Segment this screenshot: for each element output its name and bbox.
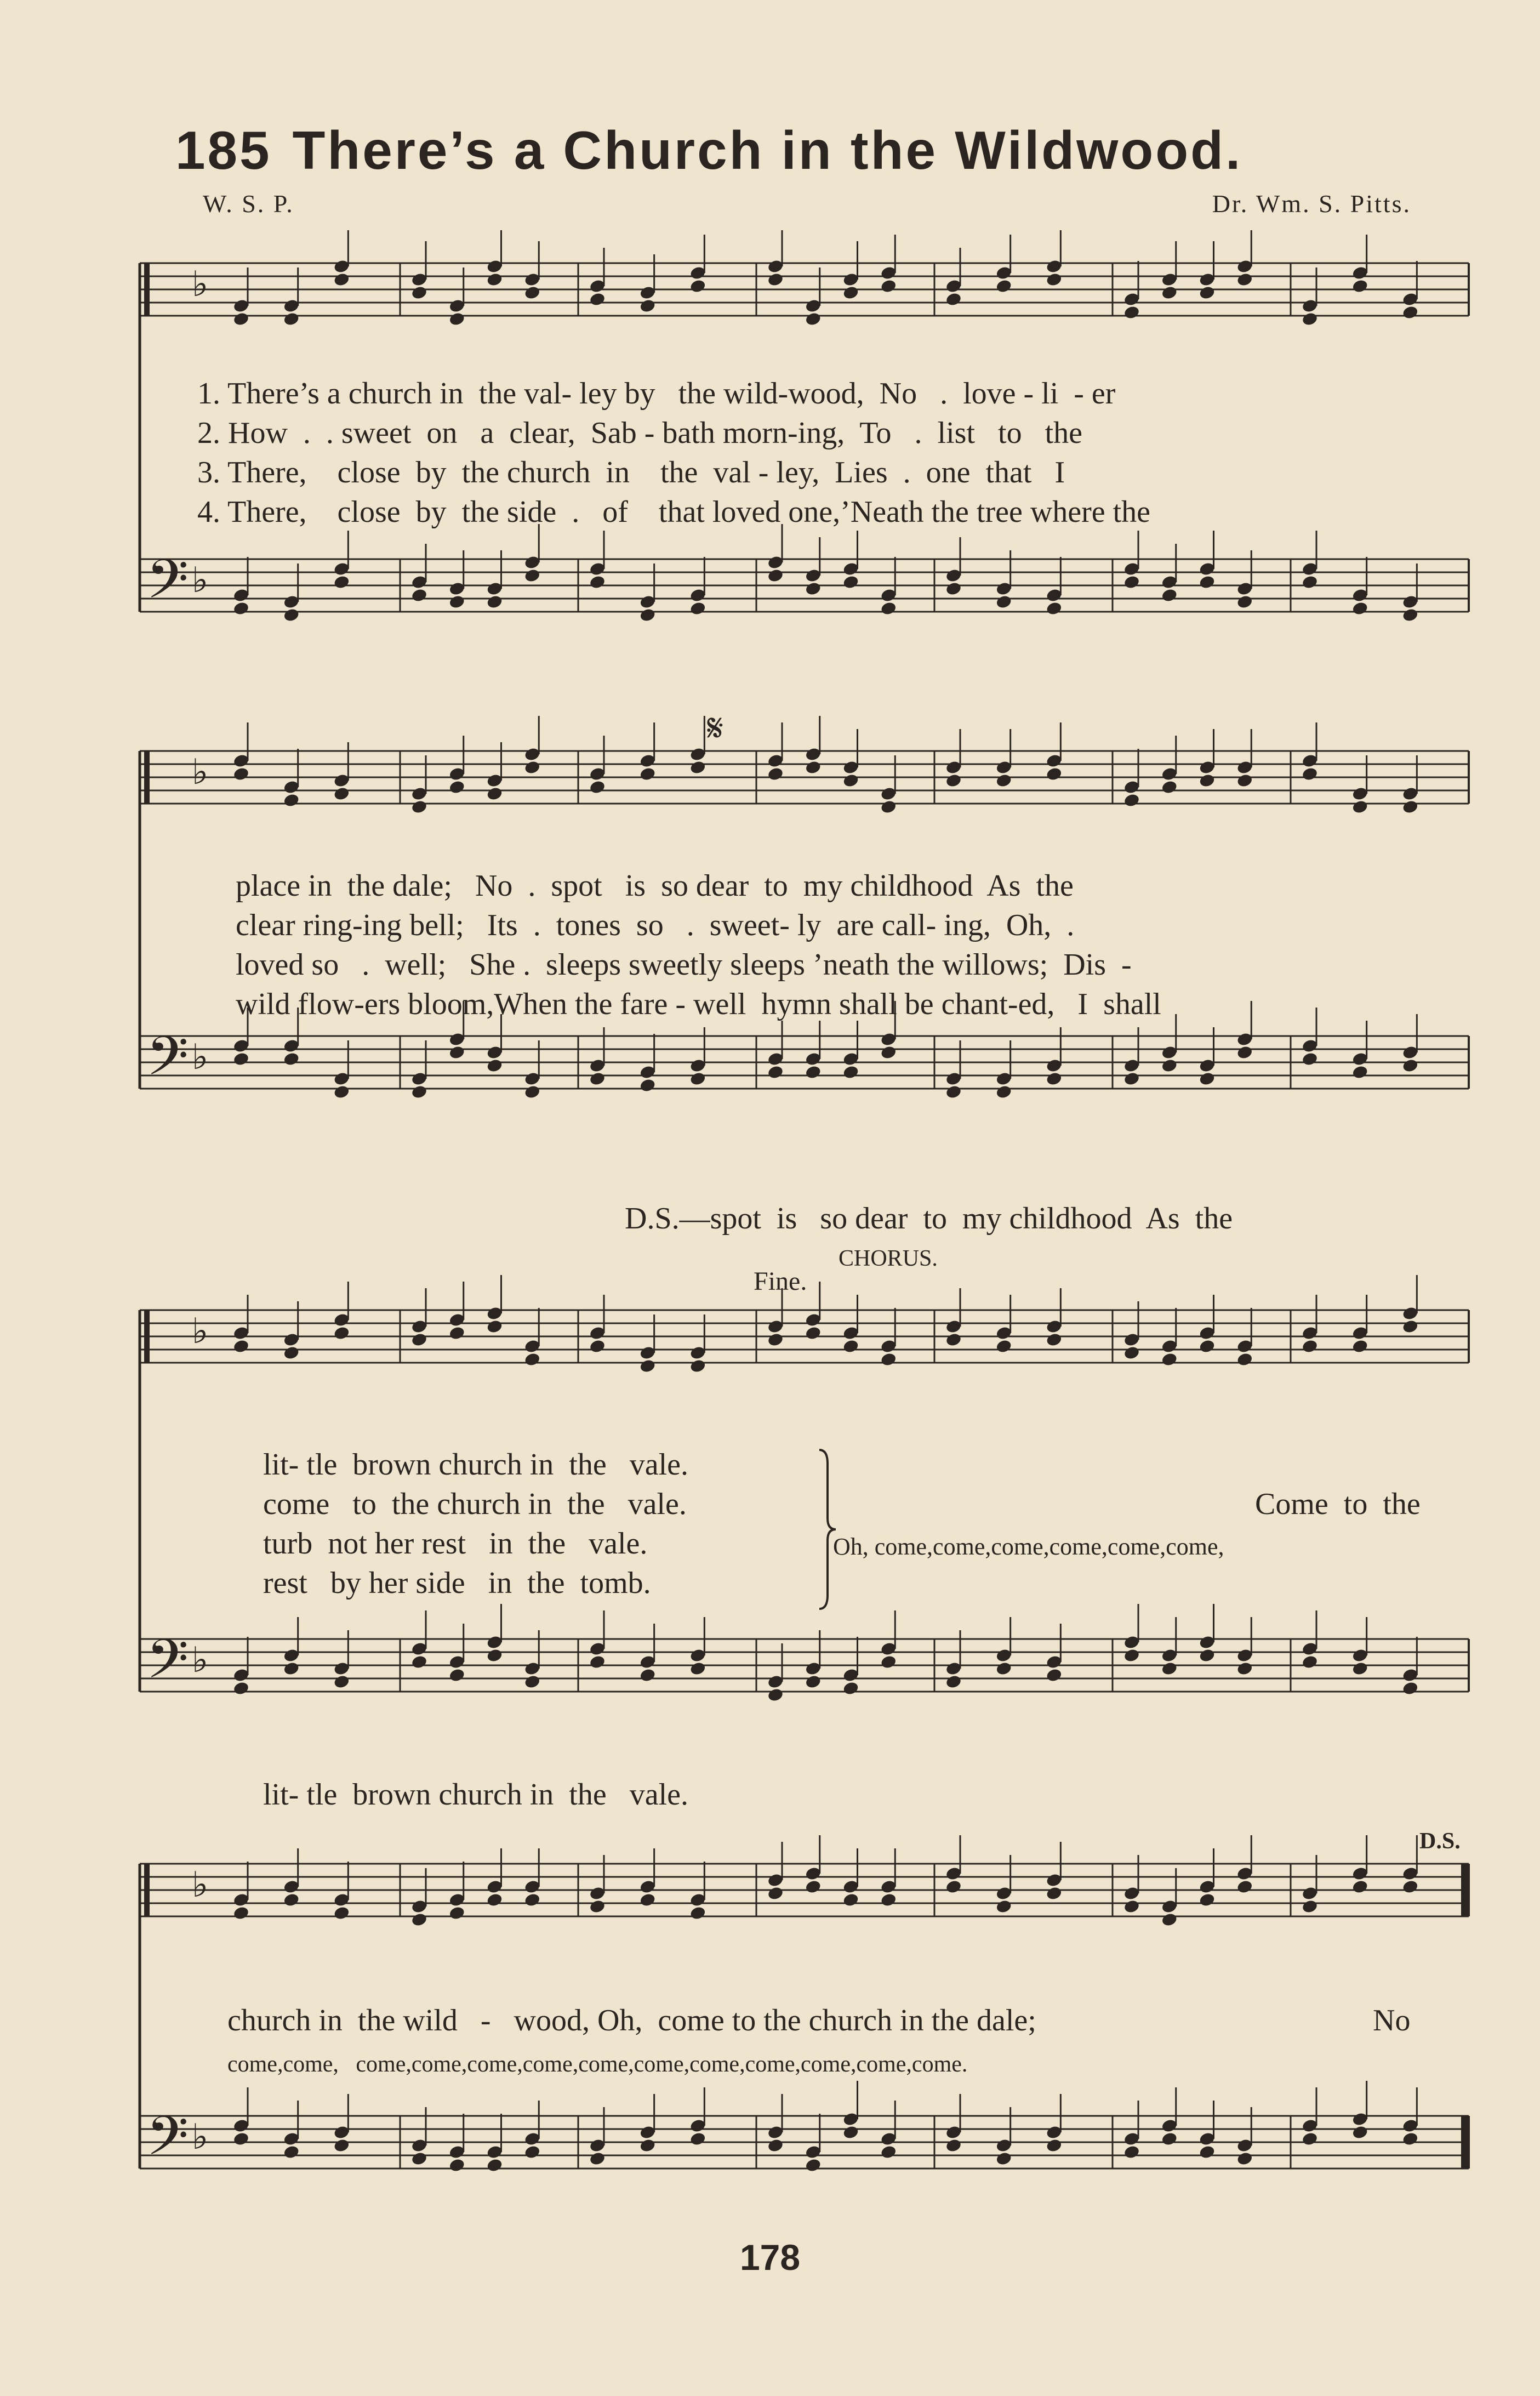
- ds-line: D.S.—spot is so dear to my childhood As the: [625, 1202, 1233, 1236]
- note-head: [1301, 766, 1318, 782]
- note-head: [333, 1674, 350, 1689]
- music-system-3: [0, 1244, 1540, 1812]
- ds-marker: D.S.: [1419, 1829, 1461, 1854]
- note-head: [842, 2125, 859, 2140]
- note-head: [1351, 278, 1368, 294]
- note-head: [1236, 594, 1253, 610]
- brace-mark: [144, 751, 150, 804]
- note-head: [524, 1084, 541, 1100]
- note-head: [689, 1358, 706, 1374]
- note-head: [1123, 1071, 1140, 1086]
- note-head: [333, 2138, 350, 2153]
- note-head: [1123, 1345, 1140, 1361]
- note-head: [589, 1654, 606, 1670]
- note-head: [842, 773, 859, 788]
- note-head: [1351, 601, 1368, 616]
- note-head: [639, 1892, 656, 1908]
- hymn-title-text: There’s a Church in the Wildwood.: [292, 120, 1243, 180]
- note-head: [1046, 1071, 1063, 1086]
- note-head: [1351, 1339, 1368, 1354]
- note-head: [1199, 773, 1216, 788]
- note-head: [805, 1879, 822, 1894]
- note-head: [1402, 1058, 1419, 1073]
- note-head: [1046, 766, 1063, 782]
- note-head: [945, 1674, 962, 1689]
- note-head: [410, 2151, 427, 2166]
- note-head: [1402, 1319, 1419, 1334]
- note-head: [945, 773, 962, 788]
- note-head: [1161, 1058, 1178, 1073]
- note-head: [1123, 793, 1140, 808]
- note-head: [283, 1661, 300, 1676]
- flat-sign: ♭: [192, 752, 209, 793]
- note-head: [1199, 1648, 1216, 1663]
- note-head: [283, 793, 300, 808]
- note-head: [880, 799, 897, 815]
- note-head: [1236, 1879, 1253, 1894]
- verse-1-line: place in the dale; No . spot is so dear to my childhood As the: [236, 869, 1074, 903]
- note-head: [767, 1687, 784, 1703]
- page-number: 178: [739, 2237, 801, 2278]
- note-head: [767, 568, 784, 583]
- bass-clef: 𝄢: [146, 548, 189, 624]
- bass-clef: 𝄢: [146, 1025, 189, 1101]
- note-head: [589, 1071, 606, 1086]
- note-head: [689, 2131, 706, 2147]
- note-head: [805, 581, 822, 596]
- note-head: [448, 1667, 465, 1683]
- note-head: [639, 1667, 656, 1683]
- note-head: [639, 607, 656, 623]
- lyricist-credit: W. S. P.: [203, 190, 294, 218]
- note-head: [410, 588, 427, 603]
- note-head: [880, 1352, 897, 1367]
- note-head: [767, 1065, 784, 1080]
- note-head: [1402, 2131, 1419, 2147]
- note-head: [283, 1345, 300, 1361]
- note-head: [1161, 588, 1178, 603]
- note-head: [995, 1084, 1012, 1100]
- note-head: [1123, 574, 1140, 590]
- note-head: [1199, 574, 1216, 590]
- note-head: [805, 1065, 822, 1080]
- note-head: [486, 2158, 503, 2173]
- brace-mark: [144, 1864, 150, 1916]
- note-head: [1402, 1681, 1419, 1696]
- note-head: [1236, 1045, 1253, 1060]
- note-head: [689, 1905, 706, 1921]
- note-head: [232, 1339, 249, 1354]
- note-head: [945, 1879, 962, 1894]
- note-head: [842, 285, 859, 300]
- note-head: [333, 1905, 350, 1921]
- note-head: [333, 1325, 350, 1341]
- note-head: [283, 311, 300, 327]
- note-head: [1402, 1879, 1419, 1894]
- bass-clef: 𝄢: [146, 2105, 189, 2181]
- note-head: [880, 601, 897, 616]
- note-head: [448, 1325, 465, 1341]
- note-head: [689, 1661, 706, 1676]
- note-head: [524, 1352, 541, 1367]
- note-head: [805, 1674, 822, 1689]
- note-head: [842, 1681, 859, 1696]
- note-head: [486, 1648, 503, 1663]
- note-head: [448, 1905, 465, 1921]
- note-head: [410, 285, 427, 300]
- note-head: [1199, 285, 1216, 300]
- note-head: [1301, 1654, 1318, 1670]
- note-head: [1161, 1912, 1178, 1927]
- note-head: [1301, 1899, 1318, 1914]
- note-head: [1236, 1352, 1253, 1367]
- brace-mark: [144, 1310, 150, 1363]
- note-head: [448, 2158, 465, 2173]
- note-head: [1199, 1071, 1216, 1086]
- note-head: [448, 779, 465, 795]
- flat-sign: ♭: [192, 264, 209, 305]
- verse-1-line: 1. There’s a church in the val- ley by the wild-wood, No . love - li - er: [197, 377, 1116, 411]
- music-system-1: [0, 230, 1540, 685]
- verse-bracket: [817, 1447, 839, 1612]
- note-head: [232, 1051, 249, 1067]
- note-head: [1046, 1332, 1063, 1347]
- note-head: [1301, 311, 1318, 327]
- note-head: [589, 1339, 606, 1354]
- note-head: [1236, 2151, 1253, 2166]
- note-head: [283, 1892, 300, 1908]
- verse-2-line: 2. How . . sweet on a clear, Sab - bath morn-ing, To . list to the: [197, 416, 1082, 450]
- note-head: [880, 1654, 897, 1670]
- note-head: [1236, 773, 1253, 788]
- note-head: [639, 1358, 656, 1374]
- note-head: [995, 1339, 1012, 1354]
- note-head: [995, 2151, 1012, 2166]
- note-head: [1199, 2144, 1216, 2160]
- note-head: [410, 799, 427, 815]
- flat-sign: ♭: [192, 2117, 209, 2158]
- verse-4-line: 4. There, close by the side . of that loved one,’Neath the tree where the: [197, 495, 1151, 529]
- music-system-4: [0, 1809, 1540, 2226]
- verse-4-line: rest by her side in the tomb.: [263, 1566, 651, 1600]
- note-head: [842, 1892, 859, 1908]
- note-head: [1161, 1352, 1178, 1367]
- note-head: [524, 568, 541, 583]
- note-head: [1046, 1667, 1063, 1683]
- note-head: [1402, 305, 1419, 320]
- chorus-line-end: No: [1373, 2004, 1411, 2038]
- flat-sign: ♭: [192, 1037, 209, 1078]
- note-head: [524, 285, 541, 300]
- note-head: [1123, 305, 1140, 320]
- note-head: [689, 278, 706, 294]
- hymn-title: [175, 119, 1242, 181]
- note-head: [1123, 1648, 1140, 1663]
- verse-4-line: wild flow-ers bloom,When the fare - well hymn shall be chant-ed, I shall: [236, 987, 1161, 1021]
- note-head: [589, 779, 606, 795]
- segno-sign: 𝄋: [707, 708, 724, 750]
- note-head: [767, 1886, 784, 1901]
- note-head: [1236, 272, 1253, 287]
- final-barline: [1461, 2116, 1469, 2169]
- note-head: [232, 2131, 249, 2147]
- note-head: [1123, 1899, 1140, 1914]
- verse-2-line: clear ring-ing bell; Its . tones so . sweet- ly are call- ing, Oh, .: [236, 908, 1075, 942]
- note-head: [524, 760, 541, 775]
- note-head: [333, 272, 350, 287]
- verse-2-line: come to the church in the vale.: [263, 1487, 687, 1521]
- note-head: [842, 574, 859, 590]
- note-head: [232, 766, 249, 782]
- note-head: [689, 1071, 706, 1086]
- bass-clef: 𝄢: [146, 1628, 189, 1704]
- note-head: [1199, 1892, 1216, 1908]
- note-head: [805, 1325, 822, 1341]
- note-head: [639, 766, 656, 782]
- note-head: [1046, 272, 1063, 287]
- note-head: [589, 1899, 606, 1914]
- verse-3-line: turb not her rest in the vale.: [263, 1527, 648, 1561]
- verse-1-line: lit- tle brown church in the vale.: [263, 1448, 688, 1482]
- note-head: [448, 594, 465, 610]
- note-head: [639, 1078, 656, 1093]
- note-head: [333, 786, 350, 801]
- note-head: [486, 786, 503, 801]
- note-head: [410, 1912, 427, 1927]
- note-head: [1301, 1051, 1318, 1067]
- note-head: [1161, 285, 1178, 300]
- chorus-bass-line: come,come, come,come,come,come,come,come,come,come,come,come,come.: [227, 2052, 968, 2077]
- note-head: [689, 760, 706, 775]
- note-head: [945, 2138, 962, 2153]
- note-head: [486, 1058, 503, 1073]
- note-head: [1402, 799, 1419, 815]
- verse-3-line: 3. There, close by the church in the val - ley, Lies . one that I: [197, 456, 1065, 490]
- note-head: [486, 1319, 503, 1334]
- note-head: [995, 1661, 1012, 1676]
- note-head: [805, 2158, 822, 2173]
- note-head: [880, 1892, 897, 1908]
- note-head: [1351, 799, 1368, 815]
- note-head: [589, 292, 606, 307]
- note-head: [283, 2144, 300, 2160]
- note-head: [945, 1084, 962, 1100]
- note-head: [1046, 601, 1063, 616]
- note-head: [232, 311, 249, 327]
- composer-credit: Dr. Wm. S. Pitts.: [1212, 190, 1411, 218]
- note-head: [880, 278, 897, 294]
- note-head: [842, 1065, 859, 1080]
- chorus-treble-text: Come to the: [1255, 1487, 1421, 1521]
- note-head: [767, 766, 784, 782]
- note-head: [995, 278, 1012, 294]
- verse-3-line: loved so . well; She . sleeps sweetly sleeps ’neath the willows; Dis -: [236, 948, 1132, 982]
- flat-sign: ♭: [192, 560, 209, 601]
- note-head: [945, 581, 962, 596]
- note-head: [232, 1681, 249, 1696]
- chorus-marker: CHORUS.: [839, 1246, 938, 1271]
- note-head: [995, 773, 1012, 788]
- note-head: [1351, 1065, 1368, 1080]
- note-head: [232, 1905, 249, 1921]
- note-head: [333, 1084, 350, 1100]
- bass-lyric-line: lit- tle brown church in the vale.: [263, 1778, 688, 1812]
- note-head: [1301, 574, 1318, 590]
- note-head: [1046, 2138, 1063, 2153]
- music-system-2: [0, 707, 1540, 1255]
- note-head: [1199, 1339, 1216, 1354]
- note-head: [410, 1084, 427, 1100]
- fine-marker: Fine.: [754, 1267, 807, 1296]
- note-head: [945, 292, 962, 307]
- note-head: [1123, 2144, 1140, 2160]
- chorus-bass-echo: Oh, come,come,come,come,come,come,: [833, 1533, 1224, 1560]
- note-head: [283, 607, 300, 623]
- note-head: [589, 574, 606, 590]
- note-head: [880, 2144, 897, 2160]
- note-head: [524, 1674, 541, 1689]
- note-head: [639, 298, 656, 314]
- note-head: [995, 1899, 1012, 1914]
- note-head: [689, 601, 706, 616]
- note-head: [232, 601, 249, 616]
- note-head: [589, 2151, 606, 2166]
- note-head: [1046, 1886, 1063, 1901]
- note-head: [805, 760, 822, 775]
- flat-sign: ♭: [192, 1865, 209, 1905]
- note-head: [524, 1892, 541, 1908]
- note-head: [767, 272, 784, 287]
- note-head: [448, 1045, 465, 1060]
- note-head: [333, 574, 350, 590]
- note-head: [767, 2138, 784, 2153]
- note-head: [639, 2138, 656, 2153]
- note-head: [410, 1654, 427, 1670]
- flat-sign: ♭: [192, 1311, 209, 1352]
- flat-sign: ♭: [192, 1640, 209, 1681]
- note-head: [1161, 1661, 1178, 1676]
- note-head: [945, 1332, 962, 1347]
- note-head: [842, 1339, 859, 1354]
- note-head: [1351, 2125, 1368, 2140]
- note-head: [767, 1332, 784, 1347]
- brace-mark: [144, 263, 150, 316]
- note-head: [410, 1332, 427, 1347]
- hymn-number: 185: [175, 120, 272, 180]
- note-head: [486, 272, 503, 287]
- note-head: [524, 2144, 541, 2160]
- note-head: [995, 594, 1012, 610]
- note-head: [283, 1051, 300, 1067]
- note-head: [1402, 607, 1419, 623]
- chorus-line: church in the wild - wood, Oh, come to the church in the dale;: [227, 2004, 1036, 2038]
- note-head: [880, 1045, 897, 1060]
- note-head: [1161, 779, 1178, 795]
- note-head: [805, 311, 822, 327]
- note-head: [1301, 2131, 1318, 2147]
- note-head: [1301, 1339, 1318, 1354]
- note-head: [1236, 1661, 1253, 1676]
- note-head: [1161, 2131, 1178, 2147]
- note-head: [448, 311, 465, 327]
- note-head: [486, 594, 503, 610]
- note-head: [1351, 1879, 1368, 1894]
- final-barline: [1461, 1864, 1469, 1916]
- note-head: [1351, 1661, 1368, 1676]
- note-head: [486, 1892, 503, 1908]
